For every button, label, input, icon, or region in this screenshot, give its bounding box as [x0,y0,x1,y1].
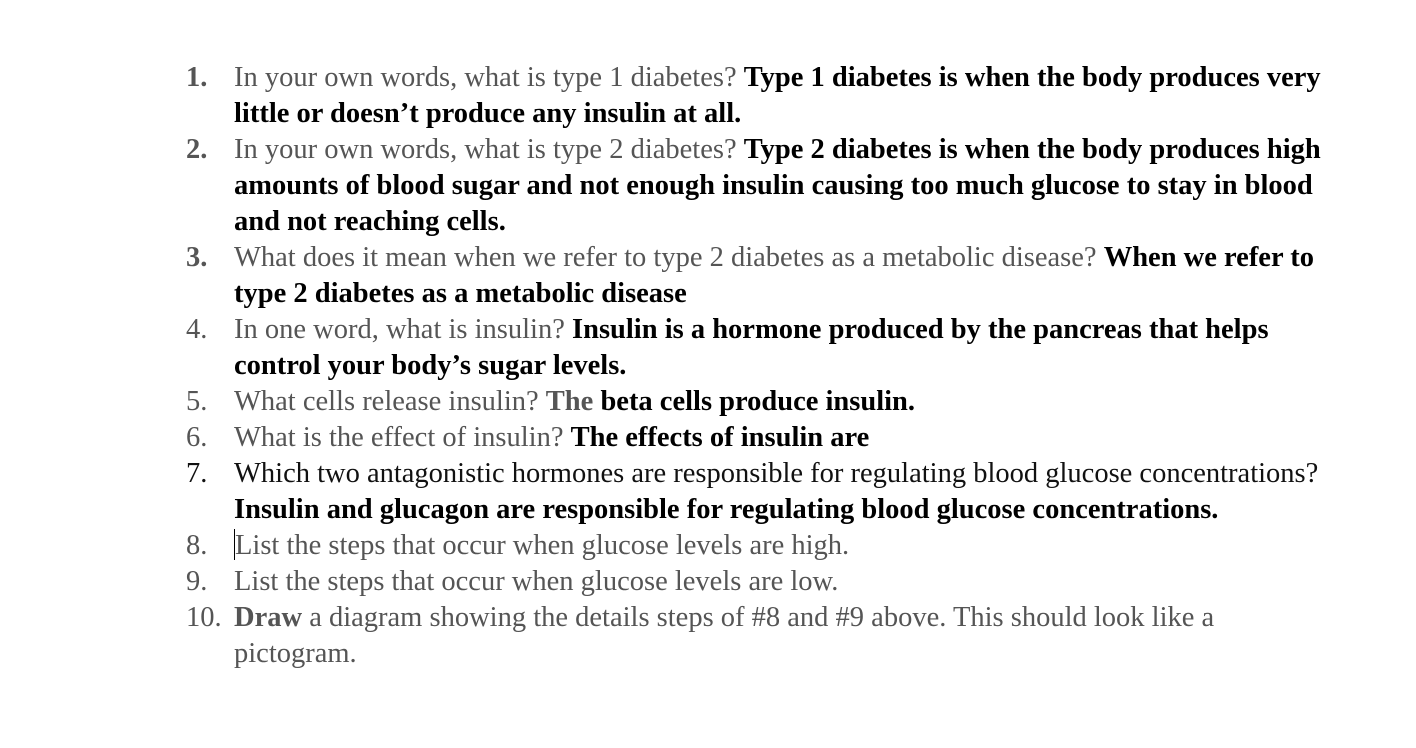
question-text: What is the effect of insulin? [234,422,564,453]
answer-text: The effects of insulin are [570,422,870,453]
list-item [186,312,1326,384]
question-text: a diagram showing the details steps of #8 and #9 above. This should look like a pictogram. [234,602,1215,669]
list-item [186,384,1326,420]
question-text: In your own words, what is type 2 diabetes? [234,134,737,165]
item-number: 10. [186,602,222,633]
question-text: What cells release insulin? [234,386,539,417]
answer-lead-text: The [545,386,594,417]
list-item [186,600,1326,672]
answer-text: When we refer to type 2 diabetes as a metabolic disease [234,242,1314,309]
item-number: 6. [186,422,208,453]
question-text: In one word, what is insulin? [234,314,565,345]
item-number: 2. [186,134,208,165]
question-text: What does it mean when we refer to type 2 diabetes as a metabolic disease? [234,242,1097,273]
answer-text: Insulin and glucagon are responsible for regulating blood glucose concentrations. [234,494,1219,525]
item-number: 3. [186,242,208,273]
item-number: 5. [186,386,208,417]
list-item [186,456,1326,528]
list-item [186,564,1326,600]
item-number: 1. [186,62,208,93]
list-item [186,528,1326,564]
answer-text: beta cells produce insulin. [600,386,916,417]
list-item [186,240,1326,312]
question-text: In your own words, what is type 1 diabetes? [234,62,737,93]
answer-text: Type 2 diabetes is when the body produces high amounts of blood sugar and not enough insulin causing too much glucose to stay in blood and not reaching cells. [234,134,1321,237]
list-item [186,420,1326,456]
item-number: 8. [186,530,208,561]
item-number: 4. [186,314,208,345]
question-list [186,60,1326,672]
question-text: List the steps that occur when glucose levels are low. [234,566,839,597]
item-number: 9. [186,566,208,597]
answer-text: Type 1 diabetes is when the body produces very little or doesn’t produce any insulin at all. [234,62,1321,129]
list-item [186,132,1326,240]
question-lead-text: Draw [234,602,303,633]
item-number: 7. [186,458,208,489]
list-item [186,60,1326,132]
question-text: Which two antagonistic hormones are responsible for regulating blood glucose concentrations? [234,458,1319,489]
answer-text: Insulin is a hormone produced by the pancreas that helps control your body’s sugar levels. [234,314,1269,381]
question-text[interactable]: List the steps that occur when glucose levels are high. [235,530,850,561]
